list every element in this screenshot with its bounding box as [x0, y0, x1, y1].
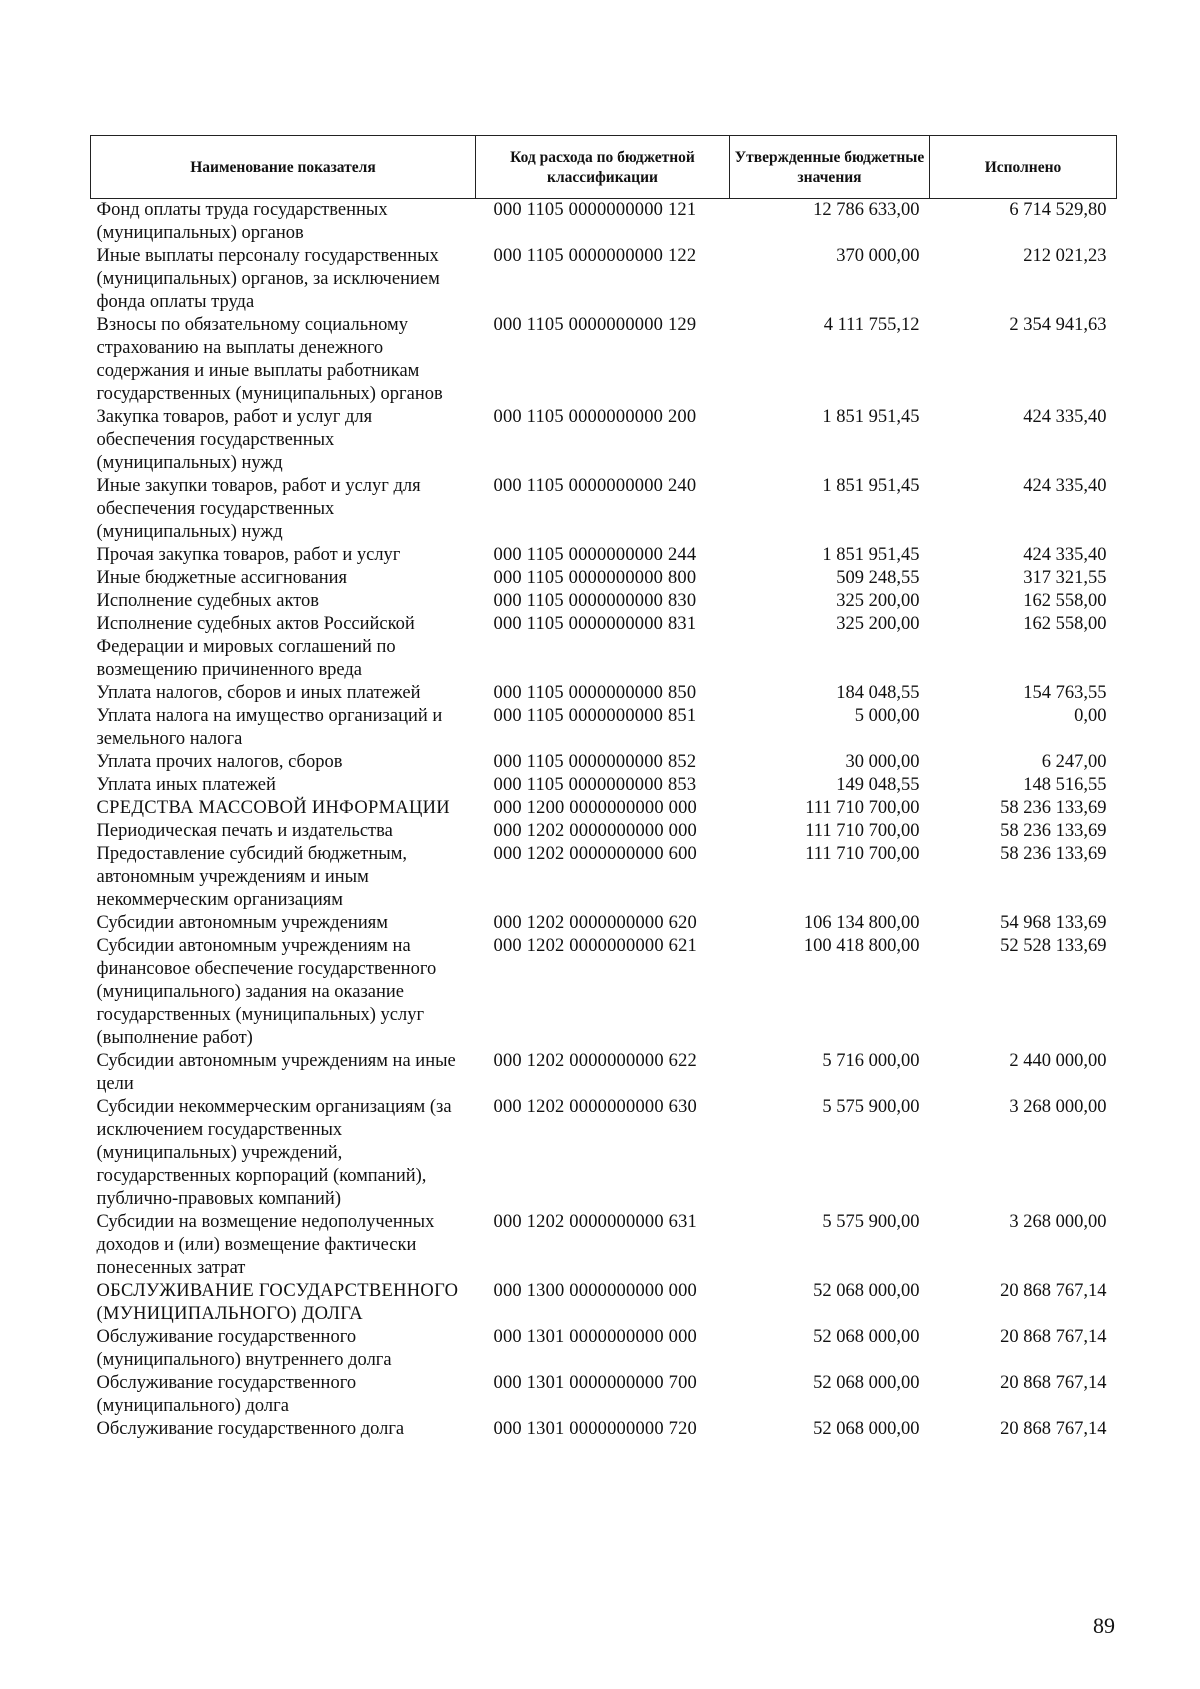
row-code: 000 1105 0000000000 830 — [493, 591, 697, 611]
table-row — [91, 1326, 1117, 1372]
table-row — [91, 406, 1117, 475]
table-row — [91, 843, 1117, 912]
table-row — [91, 797, 1117, 820]
table-body — [91, 199, 1117, 1442]
row-executed: 6 247,00 — [1041, 752, 1107, 772]
row-executed: 162 558,00 — [1023, 591, 1107, 611]
row-approved: 509 248,55 — [836, 568, 920, 588]
row-approved: 52 068 000,00 — [813, 1419, 920, 1439]
row-approved: 1 851 951,45 — [822, 545, 920, 565]
row-approved: 111 710 700,00 — [805, 798, 920, 818]
row-executed: 2 354 941,63 — [1009, 315, 1107, 335]
table-row — [91, 1096, 1117, 1211]
row-executed: 6 714 529,80 — [1009, 200, 1107, 220]
row-executed: 424 335,40 — [1023, 407, 1107, 427]
row-name: Иные бюджетные ассигнования — [96, 568, 348, 588]
row-name: Закупка товаров, работ и услуг для обеспечения государственных (муниципальных) нужд — [96, 407, 373, 473]
row-code: 000 1105 0000000000 850 — [493, 683, 697, 703]
row-code: 000 1105 0000000000 129 — [493, 315, 697, 335]
row-code: 000 1301 0000000000 720 — [493, 1419, 697, 1439]
row-approved: 111 710 700,00 — [805, 844, 920, 864]
row-name: Взносы по обязательному социальному страхованию на выплаты денежного содержания и иные выплаты работникам государственных (муниципальных) органов — [96, 315, 443, 404]
row-executed: 58 236 133,69 — [1000, 821, 1107, 841]
table-row — [91, 1372, 1117, 1418]
row-code: 000 1105 0000000000 121 — [493, 200, 697, 220]
row-name: ОБСЛУЖИВАНИЕ ГОСУДАРСТВЕННОГО (МУНИЦИПАЛЬНОГО) ДОЛГА — [96, 1281, 459, 1324]
row-name: Периодическая печать и издательства — [96, 821, 393, 841]
row-approved: 5 716 000,00 — [822, 1051, 920, 1071]
row-name: Обслуживание государственного (муниципального) внутреннего долга — [96, 1327, 392, 1370]
row-approved: 149 048,55 — [836, 775, 920, 795]
row-code: 000 1202 0000000000 630 — [493, 1097, 697, 1117]
table-row — [91, 475, 1117, 544]
row-executed: 317 321,55 — [1023, 568, 1107, 588]
row-executed: 58 236 133,69 — [1000, 844, 1107, 864]
row-name: Исполнение судебных актов — [96, 591, 320, 611]
table-row — [91, 935, 1117, 1050]
row-name: Субсидии некоммерческим организациям (за исключением государственных (муниципальных) учреждений, государственных корпораций (компаний), публично-правовых компаний) — [96, 1097, 452, 1209]
row-executed: 58 236 133,69 — [1000, 798, 1107, 818]
row-code: 000 1301 0000000000 700 — [493, 1373, 697, 1393]
table-row — [91, 245, 1117, 314]
row-executed: 162 558,00 — [1023, 614, 1107, 634]
row-code: 000 1202 0000000000 621 — [493, 936, 697, 956]
row-name: Субсидии автономным учреждениям на иные цели — [96, 1051, 456, 1094]
row-executed: 212 021,23 — [1023, 246, 1107, 266]
header-executed: Исполнено — [930, 136, 1117, 199]
row-code: 000 1301 0000000000 000 — [493, 1327, 697, 1347]
row-name: Уплата налога на имущество организаций и земельного налога — [96, 706, 443, 749]
row-approved: 52 068 000,00 — [813, 1281, 920, 1301]
row-code: 000 1200 0000000000 000 — [493, 798, 697, 818]
row-code: 000 1105 0000000000 852 — [493, 752, 697, 772]
row-name: Прочая закупка товаров, работ и услуг — [96, 545, 401, 565]
row-executed: 54 968 133,69 — [1000, 913, 1107, 933]
row-executed: 3 268 000,00 — [1009, 1212, 1107, 1232]
row-executed: 424 335,40 — [1023, 545, 1107, 565]
table-row — [91, 820, 1117, 843]
row-code: 000 1202 0000000000 622 — [493, 1051, 697, 1071]
row-code: 000 1202 0000000000 631 — [493, 1212, 697, 1232]
row-executed: 3 268 000,00 — [1009, 1097, 1107, 1117]
row-executed: 424 335,40 — [1023, 476, 1107, 496]
header-name: Наименование показателя — [91, 136, 476, 199]
row-code: 000 1105 0000000000 240 — [493, 476, 697, 496]
row-approved: 52 068 000,00 — [813, 1327, 920, 1347]
row-name: Субсидии на возмещение недополученных доходов и (или) возмещение фактически понесенных затрат — [96, 1212, 435, 1278]
row-executed: 2 440 000,00 — [1009, 1051, 1107, 1071]
row-approved: 1 851 951,45 — [822, 407, 920, 427]
row-approved: 184 048,55 — [836, 683, 920, 703]
row-name: Уплата прочих налогов, сборов — [96, 752, 343, 772]
row-code: 000 1300 0000000000 000 — [493, 1281, 697, 1301]
row-name: Уплата налогов, сборов и иных платежей — [96, 683, 421, 703]
header-code: Код расхода по бюджетной классификации — [476, 136, 730, 199]
row-name: Обслуживание государственного (муниципального) долга — [96, 1373, 357, 1416]
row-code: 000 1105 0000000000 851 — [493, 706, 697, 726]
row-name: Иные выплаты персоналу государственных (муниципальных) органов, за исключением фонда оплаты труда — [96, 246, 440, 312]
row-approved: 5 000,00 — [854, 706, 920, 726]
row-name: Фонд оплаты труда государственных (муниципальных) органов — [96, 200, 388, 243]
row-code: 000 1202 0000000000 000 — [493, 821, 697, 841]
row-name: Субсидии автономным учреждениям — [96, 913, 388, 933]
row-executed: 148 516,55 — [1023, 775, 1107, 795]
row-executed: 154 763,55 — [1023, 683, 1107, 703]
row-code: 000 1105 0000000000 244 — [493, 545, 697, 565]
row-name: Иные закупки товаров, работ и услуг для обеспечения государственных (муниципальных) нужд — [96, 476, 421, 542]
row-code: 000 1105 0000000000 122 — [493, 246, 697, 266]
row-approved: 106 134 800,00 — [803, 913, 920, 933]
table-row — [91, 912, 1117, 935]
row-code: 000 1105 0000000000 853 — [493, 775, 697, 795]
row-approved: 100 418 800,00 — [803, 936, 920, 956]
page-number: 89 — [1093, 1613, 1115, 1638]
row-code: 000 1105 0000000000 200 — [493, 407, 697, 427]
table-row — [91, 774, 1117, 797]
row-code: 000 1202 0000000000 620 — [493, 913, 697, 933]
table-row — [91, 1211, 1117, 1280]
row-name: Уплата иных платежей — [96, 775, 276, 795]
row-approved: 30 000,00 — [845, 752, 920, 772]
header-approved: Утвержденные бюджетные значения — [730, 136, 930, 199]
row-approved: 4 111 755,12 — [823, 315, 920, 335]
table-row — [91, 1050, 1117, 1096]
row-executed: 20 868 767,14 — [1000, 1373, 1107, 1393]
table-row — [91, 682, 1117, 705]
table-row — [91, 590, 1117, 613]
row-approved: 325 200,00 — [836, 591, 920, 611]
row-executed: 20 868 767,14 — [1000, 1281, 1107, 1301]
table-row — [91, 544, 1117, 567]
table-row — [91, 1418, 1117, 1441]
row-approved: 370 000,00 — [836, 246, 920, 266]
row-approved: 5 575 900,00 — [822, 1212, 920, 1232]
table-row — [91, 314, 1117, 406]
table-header — [91, 136, 1117, 199]
table-row — [91, 567, 1117, 590]
table-header-row — [91, 136, 1117, 199]
row-code: 000 1105 0000000000 800 — [493, 568, 697, 588]
row-code: 000 1202 0000000000 600 — [493, 844, 697, 864]
table-row — [91, 751, 1117, 774]
row-approved: 5 575 900,00 — [822, 1097, 920, 1117]
row-name: Обслуживание государственного долга — [96, 1419, 405, 1439]
row-name: Исполнение судебных актов Российской Федерации и мировых соглашений по возмещению причиненного вреда — [96, 614, 415, 680]
row-executed: 52 528 133,69 — [1000, 936, 1107, 956]
row-executed: 20 868 767,14 — [1000, 1419, 1107, 1439]
row-approved: 1 851 951,45 — [822, 476, 920, 496]
budget-execution-table — [90, 135, 1117, 1441]
row-name: Субсидии автономным учреждениям на финансовое обеспечение государственного (муниципального) задания на оказание государственных (муниципальных) услуг (выполнение работ) — [96, 936, 437, 1048]
row-approved: 12 786 633,00 — [813, 200, 920, 220]
table-row — [91, 1280, 1117, 1326]
table-row — [91, 705, 1117, 751]
row-code: 000 1105 0000000000 831 — [493, 614, 697, 634]
row-approved: 325 200,00 — [836, 614, 920, 634]
row-approved: 52 068 000,00 — [813, 1373, 920, 1393]
table-row — [91, 199, 1117, 246]
row-executed: 20 868 767,14 — [1000, 1327, 1107, 1347]
row-approved: 111 710 700,00 — [805, 821, 920, 841]
row-executed: 0,00 — [1074, 706, 1107, 726]
table-row — [91, 613, 1117, 682]
row-name: СРЕДСТВА МАССОВОЙ ИНФОРМАЦИИ — [96, 798, 450, 818]
row-name: Предоставление субсидий бюджетным, автономным учреждениям и иным некоммерческим организациям — [96, 844, 408, 910]
